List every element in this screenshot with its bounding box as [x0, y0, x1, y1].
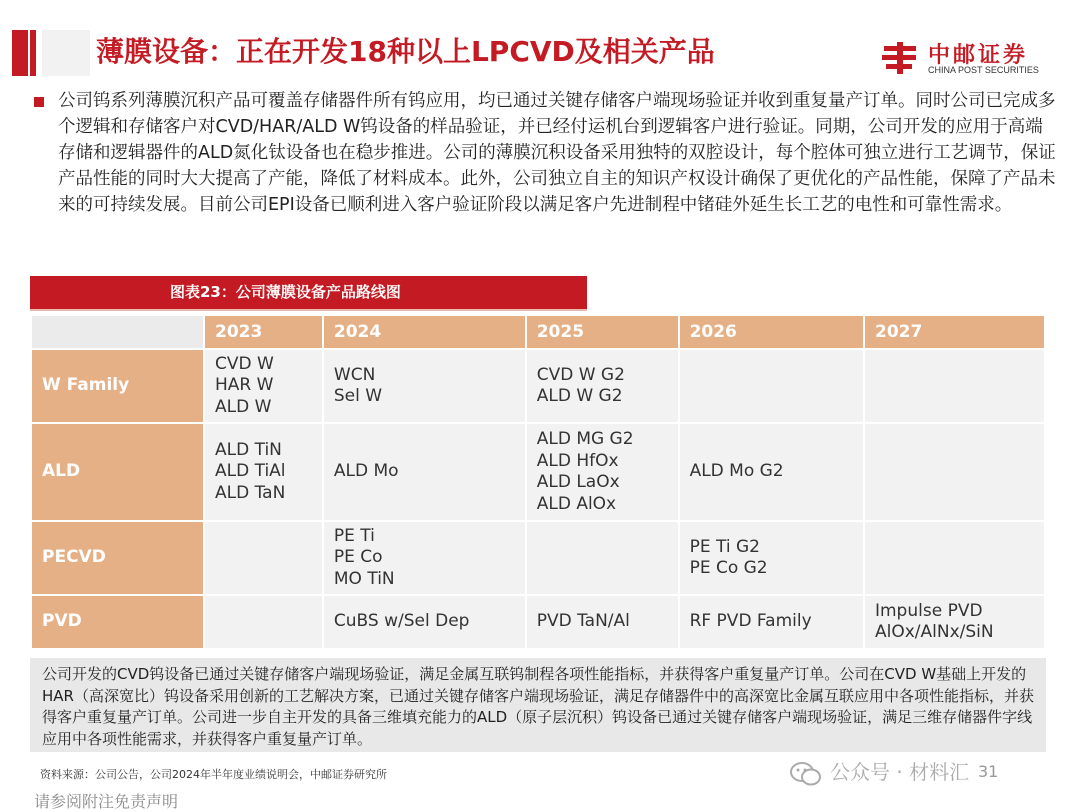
- year-header: 2027: [865, 316, 1044, 348]
- row-header: ALD: [32, 424, 203, 520]
- logo-english-text: CHINA POST SECURITIES: [928, 65, 1039, 75]
- table-cell: [680, 596, 863, 648]
- product-item: ALD MG G2: [536, 429, 634, 449]
- product-item: RF PVD Family: [689, 611, 812, 632]
- table-cell: [527, 596, 678, 648]
- table-corner-cell: [32, 316, 203, 348]
- table-cell: [865, 424, 1044, 520]
- table-row: [32, 350, 1044, 422]
- bullet-icon: [34, 97, 44, 107]
- disclaimer-link[interactable]: 请参阅附注免责声明: [34, 792, 179, 811]
- table-cell: [324, 350, 525, 422]
- table-cell: [865, 522, 1044, 594]
- table-cell: [680, 350, 863, 422]
- table-cell: [324, 424, 525, 520]
- product-roadmap-table: [30, 314, 1046, 650]
- wechat-icon: [790, 761, 822, 787]
- body-paragraph: 公司钨系列薄膜沉积产品可覆盖存储器件所有钨应用，均已通过关键存储客户端现场验证并收到重复量产订单。同时公司已完成多个逻辑和存储客户对CVD/HAR/ALD W钨设备的样品验证，并已经付运机台到逻辑客户进行验证。同期，公司开发的应用于高端存储和逻辑器件的ALD氮化钛设备也在稳步推进。公司的薄膜沉积设备采用独特的双腔设计，每个腔体可独立进行工艺调节，保证产品性能的同时大大提高了产能，降低了材料成本。此外，公司独立自主的知识产权设计确保了更优化的产品性能，保障了产品未来的可持续发展。目前公司EPI设备已顺利进入客户验证阶段以满足客户先进制程中锗硅外延生长工艺的电性和可靠性需求。: [58, 91, 1056, 215]
- table-cell: [324, 596, 525, 648]
- company-logo: [880, 38, 1050, 80]
- product-item: PE Co: [333, 547, 383, 568]
- product-item: MO TiN: [333, 568, 395, 589]
- product-item: Impulse PVD: [874, 600, 983, 621]
- title-accent-bar-thin: [30, 30, 36, 76]
- year-header: 2024: [324, 316, 525, 348]
- title-accent-block: [42, 30, 90, 76]
- product-item: ALD W: [215, 396, 272, 417]
- table-cell: [205, 350, 322, 422]
- table-cell: [205, 424, 322, 520]
- product-item: WCN: [333, 364, 376, 385]
- logo-chinese-text: 中邮证券: [928, 43, 1029, 68]
- product-item: ALD Mo G2: [689, 461, 784, 482]
- row-header: W Family: [32, 350, 203, 422]
- table-cell: [527, 424, 678, 520]
- source-note: 资料来源：公司公告，公司2024年半年度业绩说明会，中邮证券研究所: [40, 768, 387, 781]
- page-number: 31: [978, 762, 999, 781]
- table-cell: [865, 350, 1044, 422]
- table-header-row: [32, 316, 1044, 348]
- table-cell: [205, 522, 322, 594]
- table-row: [32, 522, 1044, 594]
- product-item: PE Ti G2: [689, 536, 760, 557]
- year-header: 2025: [527, 316, 678, 348]
- product-item: ALD HfOx: [536, 450, 619, 471]
- product-item: ALD LaOx: [536, 472, 620, 492]
- product-item: PVD TaN/Al: [536, 611, 630, 632]
- china-post-logo-icon: [880, 38, 920, 78]
- table-cell: [527, 522, 678, 594]
- figure-label: 图表23：公司薄膜设备产品路线图: [30, 276, 587, 309]
- product-item: Sel W: [333, 386, 383, 406]
- product-item: ALD TaN: [215, 482, 286, 503]
- year-header: 2023: [205, 316, 322, 348]
- watermark-text: 公众号 · 材料汇: [830, 760, 970, 784]
- table-cell: [324, 522, 525, 594]
- summary-box: 公司开发的CVD钨设备已通过关键存储客户端现场验证，满足金属互联钨制程各项性能指标，并获得客户重复量产订单。公司在CVD W基础上开发的HAR（高深宽比）钨设备采用创新的工艺解决方案，已通过关键存储客户端现场验证，满足存储器件中的高深宽比金属互联应用中各项性能指标，并获得客户重复量产订单。公司进一步自主开发的具备三维填充能力的ALD（原子层沉积）钨设备已通过关键存储客户端现场验证，满足三维存储器件字线应用中各项性能需求，并获得客户重复量产订单。: [30, 658, 1046, 752]
- table-row: [32, 424, 1044, 520]
- figure-label-underline: [30, 309, 587, 311]
- product-item: PE Co G2: [689, 558, 768, 578]
- table-cell: [527, 350, 678, 422]
- table-cell: [680, 424, 863, 520]
- product-item: ALD TiAl: [215, 461, 286, 482]
- product-item: PE Ti: [333, 525, 375, 546]
- product-item: CuBS w/Sel Dep: [333, 611, 470, 632]
- page-title: 薄膜设备：正在开发18种以上LPCVD及相关产品: [96, 35, 715, 68]
- title-accent-bar: [12, 30, 28, 76]
- row-header: PECVD: [32, 522, 203, 594]
- watermark: [790, 756, 969, 787]
- product-item: ALD AlOx: [536, 493, 617, 514]
- product-item: CVD W: [215, 353, 274, 374]
- table-cell: [865, 596, 1044, 648]
- row-header: PVD: [32, 596, 203, 648]
- product-item: HAR W: [215, 375, 274, 396]
- product-item: CVD W G2: [536, 364, 625, 385]
- table-row: [32, 596, 1044, 648]
- product-item: ALD W G2: [536, 386, 623, 406]
- product-item: ALD TiN: [215, 439, 282, 460]
- table-cell: [680, 522, 863, 594]
- product-item: ALD Mo: [333, 461, 399, 482]
- table-cell: [205, 596, 322, 648]
- year-header: 2026: [680, 316, 863, 348]
- product-item: AlOx/AlNx/SiN: [874, 622, 994, 642]
